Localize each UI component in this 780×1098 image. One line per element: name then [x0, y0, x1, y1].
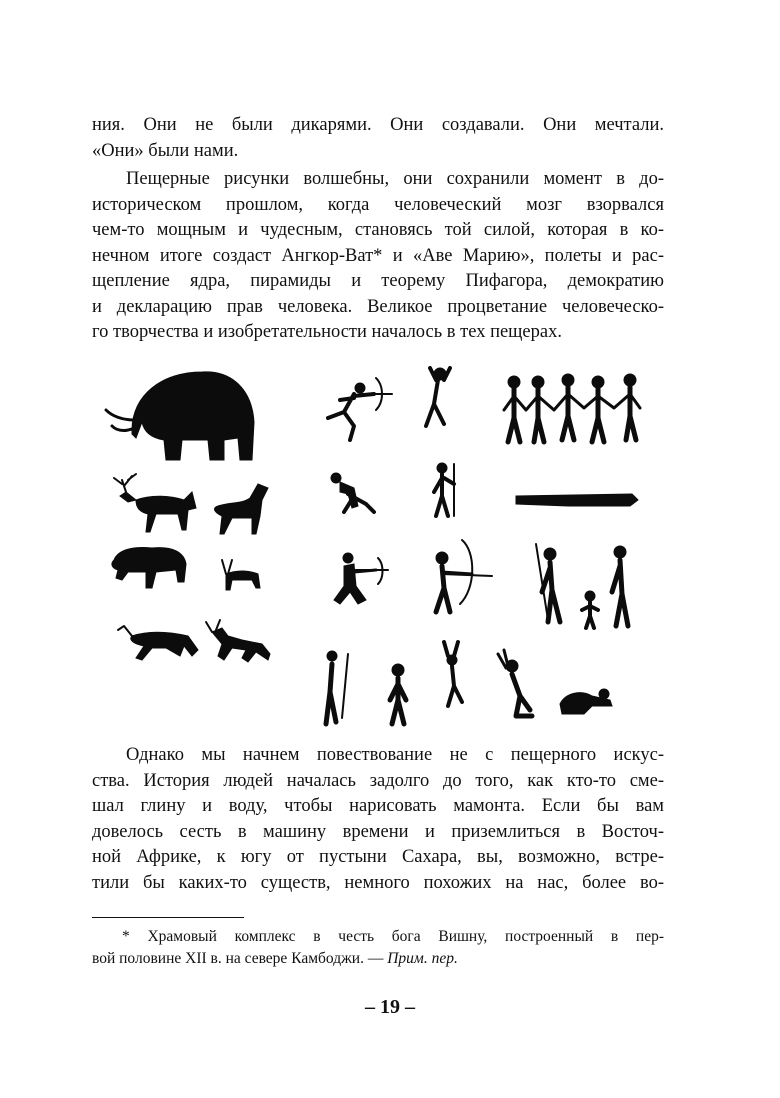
paragraph-2 [92, 167, 664, 346]
standing-figure [390, 664, 406, 724]
footnote [92, 926, 664, 970]
footnote-text: вой половине XII в. на севере Камбоджи. — [92, 950, 388, 967]
spear-figure [326, 651, 348, 724]
spear-hunter-figure [434, 463, 454, 516]
small-deer-figure [222, 560, 260, 590]
grazing-deer-figure [118, 626, 198, 660]
text-line: историческом прошлом, когда человеческий мозг взорвался [92, 194, 664, 215]
text-line: нечном итоге создаст Ангкор-Ват* и «Аве Марию», полеты и рас- [92, 245, 664, 266]
text-line: Пещерные рисунки волшебны, они сохранили момент в до- [126, 169, 664, 189]
bison-figure [112, 548, 186, 589]
text-line: чем-то мощным и чудесным, становясь той силой, которая в ко- [92, 220, 664, 240]
footnote-line: * Храмовый комплекс в честь бога Вишну, построенный в пер- [122, 928, 664, 945]
text-line: тили бы каких-то существ, немного похожих на нас, более во- [92, 872, 664, 893]
cave-art-illustration [92, 360, 692, 740]
text-line: ной Африке, к югу от пустыни Сахара, вы, возможно, встре- [92, 847, 664, 867]
standing-archer-figure [436, 540, 492, 612]
text-line: го творчества и изобретательности началось в тех пещерах. [92, 322, 562, 342]
archer-figure [328, 378, 392, 440]
paragraph-1 [92, 113, 664, 164]
kneeling-archer-figure [334, 553, 388, 604]
text-line: ства. История людей началась задолго до того, как кто-то сме- [92, 770, 664, 791]
mammoth-figure [106, 372, 254, 460]
text-line: ния. Они не были дикарями. Они создавали. Они мечтали. [92, 115, 664, 135]
text-line: «Они» были нами. [92, 140, 239, 161]
deer-figure [114, 474, 196, 532]
dancer-figure [426, 368, 450, 426]
people-group-figure [504, 374, 640, 442]
runner-figure [331, 473, 374, 512]
text-line: Однако мы начнем повествование не с пещерного искус- [126, 745, 664, 765]
running-deer-figure [206, 620, 270, 662]
text-line: довелось сесть в машину времени и приземлиться в Восточ- [92, 821, 664, 842]
crouching-figure [560, 689, 612, 714]
footnote-line [92, 948, 664, 970]
horse-figure [215, 484, 268, 534]
page-number: – 19 – [365, 996, 415, 1018]
translator-note: Прим. пер. [387, 950, 458, 967]
lying-figure [516, 494, 638, 506]
jumping-figure [444, 642, 462, 706]
text-line: и декларацию прав человека. Великое процветание человеческо- [92, 296, 664, 317]
kneeling-figure [498, 650, 532, 716]
text-line: щепление ядра, пирамиды и теорему Пифагора, демократию [92, 271, 664, 291]
paragraph-3 [92, 743, 664, 896]
text-line: шал глину и воду, чтобы нарисовать мамонта. Если бы вам [92, 796, 664, 816]
family-figure [536, 544, 628, 628]
footnote-divider [92, 917, 244, 918]
